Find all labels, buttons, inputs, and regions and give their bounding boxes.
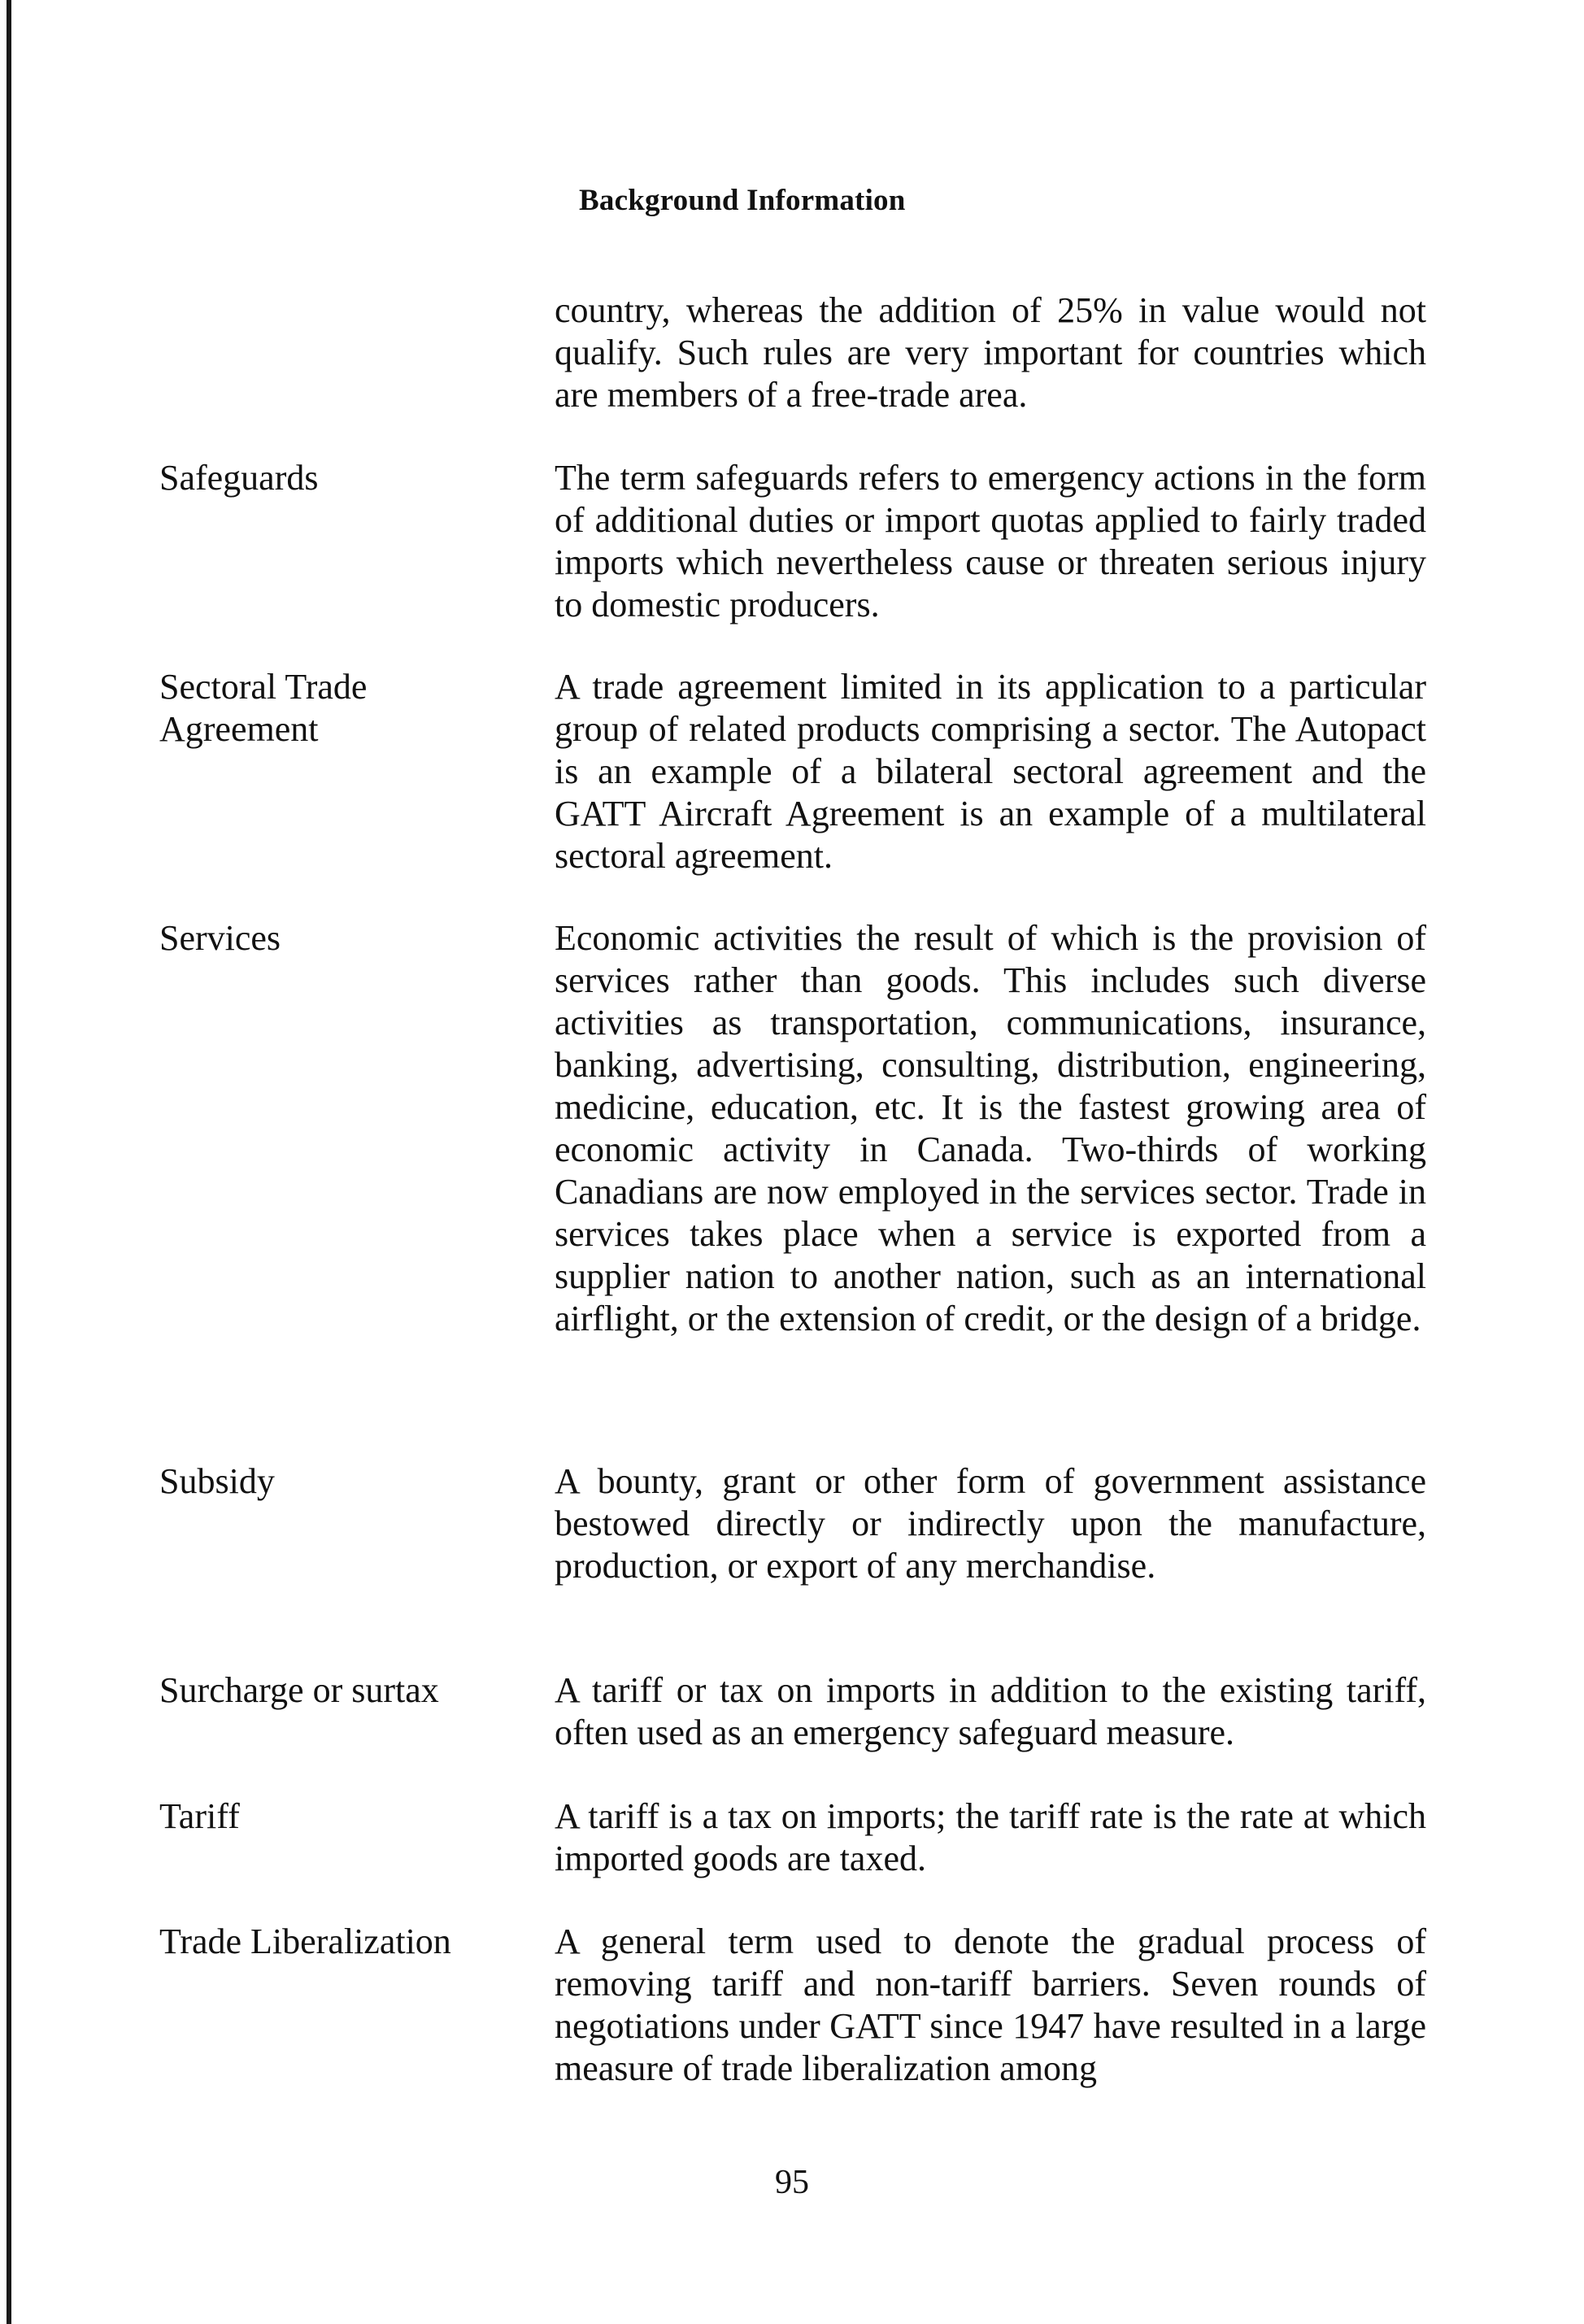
running-header: Background Information	[579, 184, 906, 217]
glossary-term: Sectoral Trade Agreement	[159, 667, 368, 749]
glossary-definition: A bounty, grant or other form of government assistance bestowed directly or indirectly upon the manufacture, production, or export of any merchandise.	[555, 1461, 1426, 1586]
glossary-definition: Economic activities the result of which is the provision of services rather than goods. This includes such diverse activities as transportation, communications, insurance, banking, advertising, consulting, distribution, engineering, medicine, education, etc. It is the fastest growing area of economic activity in Canada. Two-thirds of working Canadians are now employed in the services sector. Trade in services takes place when a service is exported from a supplier nation to another nation, such as an international airflight, or the extension of credit, or the design of a bridge.	[555, 918, 1426, 1338]
glossary-term: Safeguards	[159, 458, 319, 498]
glossary-term: Tariff	[159, 1796, 240, 1836]
glossary-term: Surcharge or surtax	[159, 1670, 439, 1710]
page-number: 95	[775, 2164, 809, 2201]
glossary-definition: The term safeguards refers to emergency actions in the form of additional duties or import quotas applied to fairly traded imports which nevertheless cause or threaten serious injury to domestic producers.	[555, 458, 1426, 625]
glossary-term: Services	[159, 918, 281, 958]
page-edge-rule	[7, 0, 11, 2324]
glossary-definition: A tariff or tax on imports in addition to the existing tariff, often used as an emergency safeguard measure.	[555, 1670, 1426, 1752]
glossary-term: Subsidy	[159, 1461, 275, 1501]
glossary-definition: A general term used to denote the gradual process of removing tariff and non-tariff barriers. Seven rounds of negotiations under GATT since 1947 have resulted in a large measure of trade liberalization among	[555, 1921, 1426, 2088]
glossary-definition: A trade agreement limited in its application to a particular group of related products comprising a sector. The Autopact is an example of a bilateral sectoral agreement and the GATT Aircraft Agreement is an example of a multilateral sectoral agreement.	[555, 667, 1426, 876]
glossary-definition: A tariff is a tax on imports; the tariff rate is the rate at which imported goods are taxed.	[555, 1796, 1426, 1878]
continuation-definition: country, whereas the addition of 25% in value would not qualify. Such rules are very important for countries which are members of a free-trade area.	[555, 290, 1426, 415]
glossary-term: Trade Liberalization	[159, 1921, 451, 1961]
